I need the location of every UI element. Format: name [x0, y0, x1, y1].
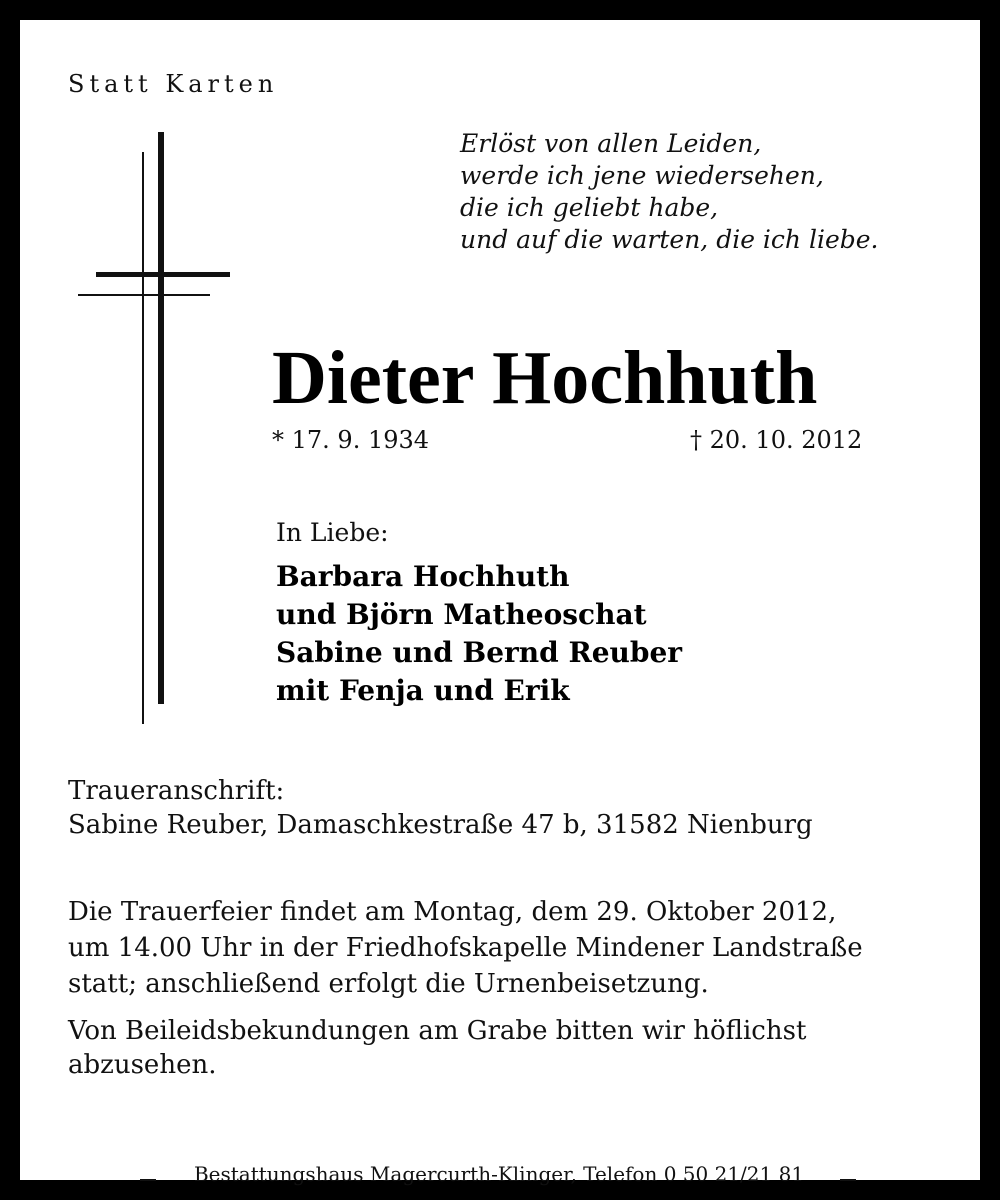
address-value: Sabine Reuber, Damaschkestraße 47 b, 31582 Nienburg: [68, 810, 813, 840]
obituary-frame: [16, 16, 984, 1184]
mourner-line: Barbara Hochhuth: [276, 560, 570, 593]
ceremony-line: um 14.00 Uhr in der Friedhofskapelle Mindener Landstraße: [68, 933, 863, 963]
cross-vertical-thick: [158, 132, 164, 704]
address-label: Traueranschrift:: [68, 776, 285, 806]
mourner-line: mit Fenja und Erik: [276, 674, 570, 707]
cross-vertical-thin: [142, 152, 144, 724]
cross-horizontal-thin: [78, 294, 210, 296]
condolence-line: abzusehen.: [68, 1050, 217, 1080]
verse-line: und auf die warten, die ich liebe.: [460, 225, 879, 254]
ceremony-info: [68, 894, 938, 1002]
funeral-home-contact: Bestattungshaus Magercurth-Klinger, Telefon 0 50 21/21 81: [193, 1162, 805, 1186]
verse: [460, 128, 960, 256]
mourner-line: Sabine und Bernd Reuber: [276, 636, 683, 669]
deceased-name: Dieter Hochhuth: [272, 336, 818, 420]
cross-icon: [20, 20, 260, 740]
verse-line: Erlöst von allen Leiden,: [460, 129, 762, 158]
statt-karten-heading: Statt Karten: [68, 70, 279, 98]
condolence-note: [68, 1014, 938, 1082]
mourning-address: [68, 774, 813, 842]
mourners-list: [276, 558, 682, 710]
funeral-home-footer: [20, 1162, 980, 1192]
footer-rule-right: [840, 1179, 856, 1181]
birth-date: * 17. 9. 1934: [272, 426, 430, 454]
verse-line: werde ich jene wiedersehen,: [460, 161, 824, 190]
mourner-line: und Björn Matheoschat: [276, 598, 647, 631]
condolence-line: Von Beileidsbekundungen am Grabe bitten wir höflichst: [68, 1016, 807, 1046]
obituary-content: [20, 20, 980, 1186]
ceremony-line: Die Trauerfeier findet am Montag, dem 29. Oktober 2012,: [68, 897, 837, 927]
verse-line: die ich geliebt habe,: [460, 193, 719, 222]
death-date: † 20. 10. 2012: [690, 426, 863, 454]
in-liebe-label: In Liebe:: [276, 518, 389, 547]
cross-horizontal-thick: [96, 272, 230, 277]
footer-rule-left: [140, 1179, 156, 1181]
ceremony-line: statt; anschließend erfolgt die Urnenbeisetzung.: [68, 969, 709, 999]
